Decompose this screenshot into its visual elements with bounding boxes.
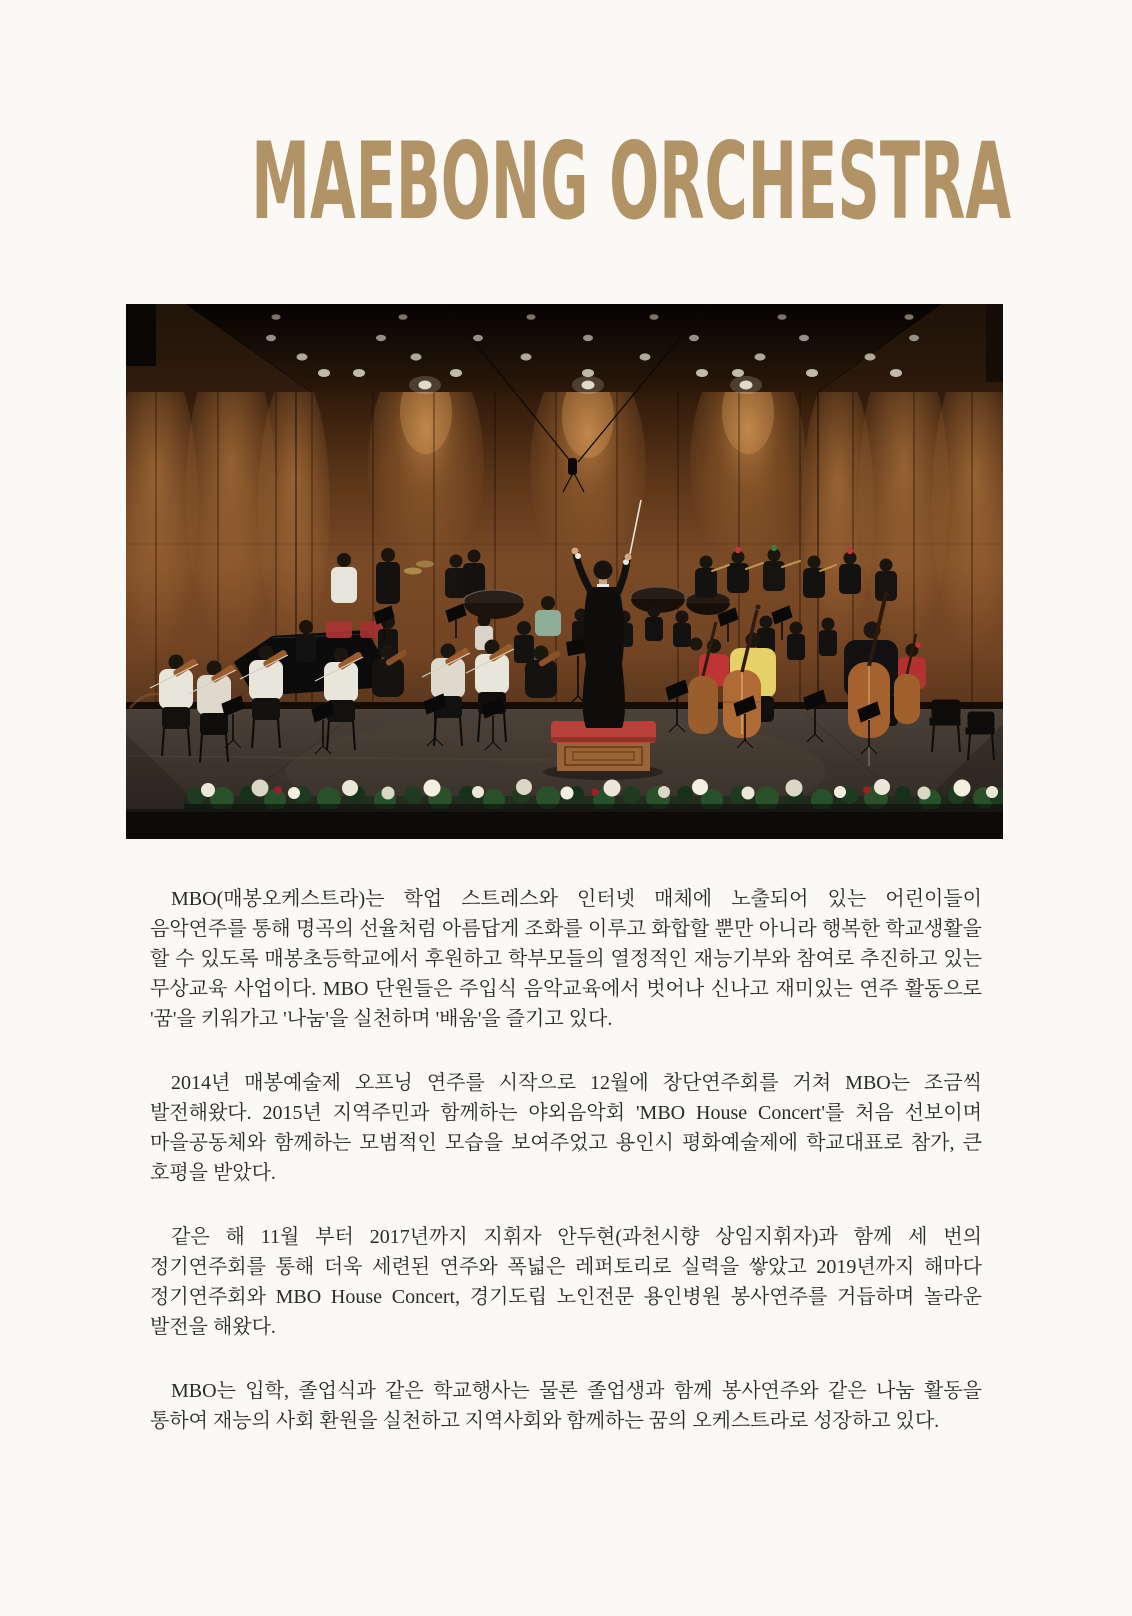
intro-paragraph-3: 같은 해 11월 부터 2017년까지 지휘자 안두현(과천시향 상임지휘자)과 함께 세 번의 정기연주회를 통해 더욱 세련된 연주와 폭넓은 레퍼토리로 실력을 쌓았고 2019년까지 해마다 정기연주회와 MBO House Concert, 경기도립 노인전문 용인병원 봉사연주를 거듭하며 놀라운 발전을 해왔다. [150,1226,982,1338]
podium [557,741,650,771]
page-title: MAEBONG ORCHESTRA [251,120,1012,243]
orchestra-photo [126,304,1003,839]
intro-paragraph-1: MBO(매봉오케스트라)는 학업 스트레스와 인터넷 매체에 노출되어 있는 어린이들이 음악연주를 통해 명곡의 선율처럼 아름답게 조화를 이루고 화합할 뿐만 아니라 행복한 학교생활을 할 수 있도록 매봉초등학교에서 후원하고 학부모들의 열정적인 재능기부와 참여로 추진하고 있는 무상교육 사업이다. MBO 단원들은 주입식 음악교육에서 벗어나 신나고 재미있는 연주 활동으로 '꿈'을 키워가고 '나눔'을 실천하며 '배움'을 즐기고 있다. [150,888,982,1030]
intro-section [150,884,982,1436]
intro-paragraph-4: MBO는 입학, 졸업식과 같은 학교행사는 물론 졸업생과 함께 봉사연주와 같은 나눔 활동을 통하여 재능의 사회 환원을 실천하고 지역사회와 함께하는 꿈의 오케스트라로 성장하고 있다. [150,1380,982,1432]
intro-paragraph-2: 2014년 매봉예술제 오프닝 연주를 시작으로 12월에 창단연주회를 거쳐 MBO는 조금씩 발전해왔다. 2015년 지역주민과 함께하는 야외음악회 'MBO House Concert'를 처음 선보이며 마을공동체와 함께하는 모범적인 모습을 보여주었고 용인시 평화예술제에 학교대표로 참가, 큰 호평을 받았다. [150,1072,982,1184]
speaker-box [126,304,156,366]
orchestra-photo-graphic [126,304,1003,839]
